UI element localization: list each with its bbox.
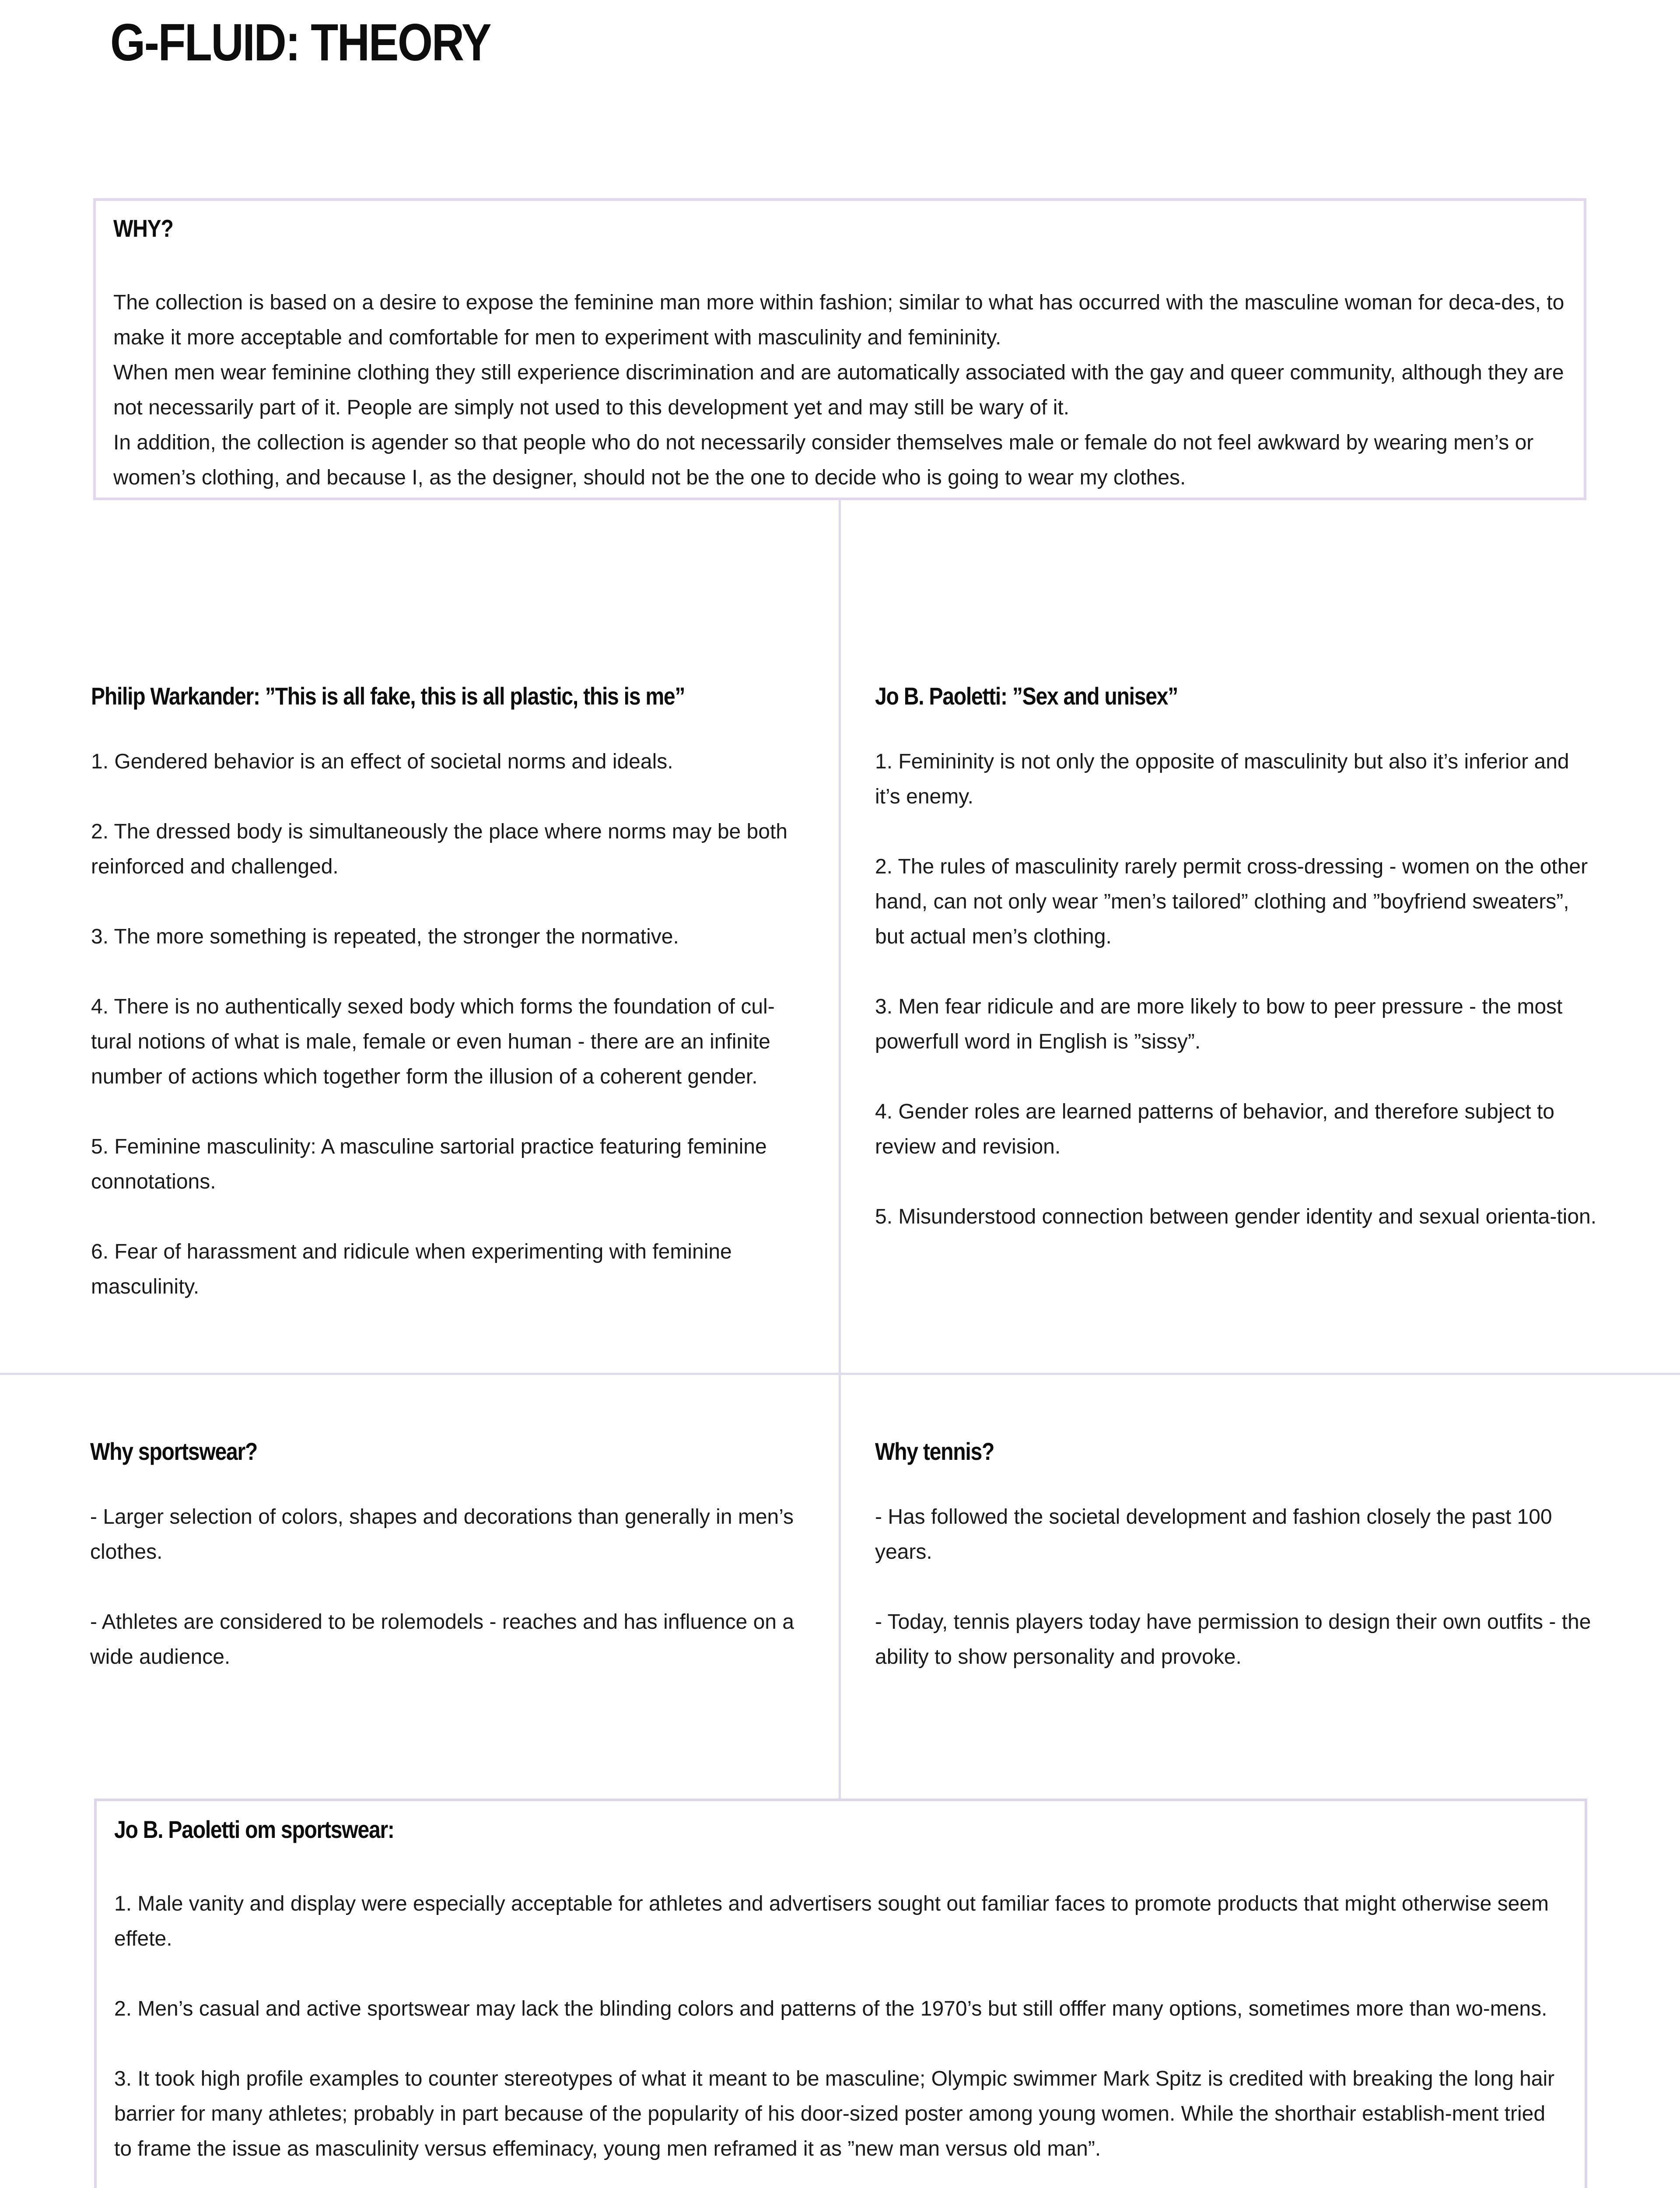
- list-item: 4. There is no authentically sexed body which forms the foundation of cul-tural notions of what is male, female or even human - there are an infinite number of actions which together form the illusion of a coherent gender.: [91, 995, 775, 1088]
- list-item: 2. The dressed body is simultaneously the place where norms may be both reinforced and challenged.: [91, 820, 788, 878]
- list-item: 4. Gender roles are learned patterns of behavior, and therefore subject to review and revision.: [875, 1100, 1554, 1158]
- why-section: [93, 198, 1586, 500]
- list-item: - Today, tennis players today have permission to design their own outfits - the ability to show personality and provoke.: [875, 1610, 1591, 1669]
- paoletti-heading: Jo B. Paoletti: ”Sex and unisex”: [875, 682, 1178, 710]
- horizontal-divider: [0, 1373, 1680, 1375]
- warkander-heading: Philip Warkander: ”This is all fake, this is all plastic, this is me”: [91, 682, 685, 710]
- list-item: - Athletes are considered to be rolemodels - reaches and has influence on a wide audience.: [90, 1610, 794, 1669]
- list-item: 1. Male vanity and display were especially acceptable for athletes and advertisers sought out familiar faces to promote products that might otherwise seem effete.: [114, 1892, 1549, 1950]
- vertical-divider: [839, 500, 841, 1799]
- list-item: 1. Femininity is not only the opposite of masculinity but also it’s inferior and it’s enemy.: [875, 750, 1569, 808]
- tennis-list: [875, 1500, 1597, 1675]
- warkander-list: [91, 744, 813, 1304]
- list-item: 6. Fear of harassment and ridicule when experimenting with feminine masculinity.: [91, 1240, 732, 1298]
- paoletti-sportswear-section: [94, 1799, 1587, 2188]
- tennis-heading: Why tennis?: [875, 1438, 994, 1465]
- list-item: 1. Gendered behavior is an effect of societal norms and ideals.: [91, 750, 673, 773]
- paoletti-section: [875, 681, 1597, 1234]
- list-item: - Has followed the societal development and fashion closely the past 100 years.: [875, 1505, 1552, 1564]
- sportswear-section: [90, 1436, 812, 1675]
- warkander-section: [91, 681, 813, 1304]
- list-item: 3. It took high profile examples to counter stereotypes of what it meant to be masculine; Olympic swimmer Mark Spitz is credited with breaking the long hair barrier for many athletes; probably in part because of the popularity of his door-sized poster among young women. While the shorthair establish-ment tried to frame the issue as masculinity versus effeminacy, young men reframed it as ”new man versus old man”.: [114, 2067, 1555, 2160]
- why-heading: WHY?: [113, 214, 173, 242]
- why-paragraph: The collection is based on a desire to expose the feminine man more within fashion; similar to what has occurred with the masculine woman for deca-des, to make it more acceptable and comfortable for men to experiment with masculinity and femininity.: [113, 291, 1564, 349]
- list-item: 5. Feminine masculinity: A masculine sartorial practice featuring feminine connotations.: [91, 1135, 767, 1193]
- sportswear-list: [90, 1500, 812, 1675]
- list-item: 5. Misunderstood connection between gender identity and sexual orienta-tion.: [875, 1205, 1597, 1228]
- paoletti-sportswear-heading: Jo B. Paoletti om sportswear:: [114, 1816, 394, 1843]
- list-item: 2. The rules of masculinity rarely permit cross-dressing - women on the other hand, can not only wear ”men’s tailored” clothing and ”boyfriend sweaters”, but actual men’s clothing.: [875, 855, 1588, 948]
- why-paragraph: When men wear feminine clothing they still experience discrimination and are automatically associated with the gay and queer community, although they are not necessarily part of it. People are simply not used to this development yet and may still be wary of it.: [113, 361, 1564, 419]
- why-paragraph: In addition, the collection is agender so that people who do not necessarily consider themselves male or female do not feel awkward by wearing men’s or women’s clothing, and because I, as the designer, should not be the one to decide who is going to wear my clothes.: [113, 431, 1534, 489]
- paoletti-list: [875, 744, 1597, 1234]
- paoletti-sportswear-list: [114, 1886, 1567, 2167]
- tennis-section: [875, 1436, 1597, 1675]
- page-title: G-FLUID: THEORY: [110, 13, 490, 72]
- list-item: 3. The more something is repeated, the stronger the normative.: [91, 925, 679, 948]
- list-item: - Larger selection of colors, shapes and decorations than generally in men’s clothes.: [90, 1505, 794, 1564]
- list-item: 2. Men’s casual and active sportswear may lack the blinding colors and patterns of the 1970’s but still offfer many options, sometimes more than wo-mens.: [114, 1997, 1547, 2020]
- sportswear-heading: Why sportswear?: [90, 1438, 258, 1465]
- why-body: [113, 285, 1566, 495]
- list-item: 3. Men fear ridicule and are more likely to bow to peer pressure - the most powerfull word in English is ”sissy”.: [875, 995, 1563, 1053]
